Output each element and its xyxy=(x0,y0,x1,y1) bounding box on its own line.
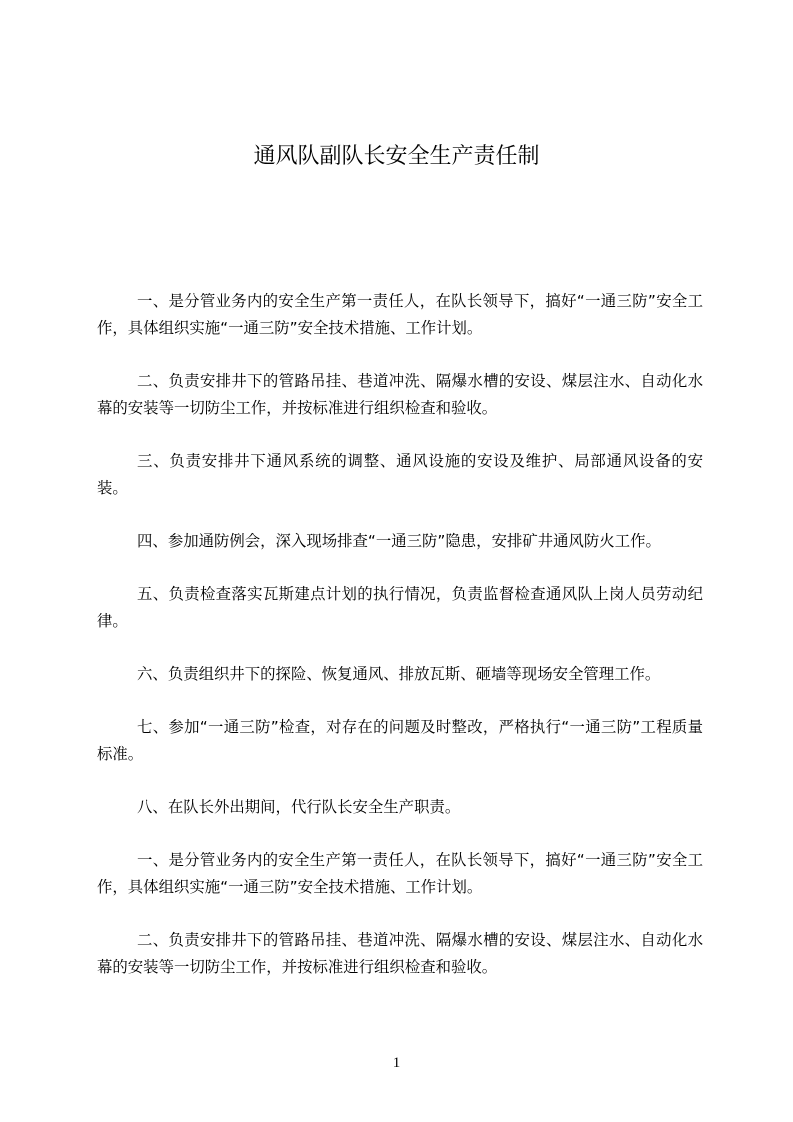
paragraph: 八、在队长外出期间，代行队长安全生产职责。 xyxy=(137,798,461,816)
document-title: 通风队副队长安全生产责任制 xyxy=(253,144,540,169)
page-number: 1 xyxy=(392,1055,401,1071)
paragraph: 六、负责组织井下的探险、恢复通风、排放瓦斯、砸墙等现场安全管理工作。 xyxy=(137,665,661,683)
paragraph: 二、负责安排井下的管路吊挂、巷道冲洗、隔爆水槽的安设、煤层注水、自动化水幕的安装等一切防尘工作，并按标准进行组织检查和验收。 xyxy=(97,931,703,976)
paragraph: 二、负责安排井下的管路吊挂、巷道冲洗、隔爆水槽的安设、煤层注水、自动化水幕的安装等一切防尘工作，并按标准进行组织检查和验收。 xyxy=(97,372,703,417)
document-body xyxy=(97,288,703,1007)
paragraph: 一、是分管业务内的安全生产第一责任人，在队长领导下，搞好“一通三防”安全工作，具体组织实施“一通三防”安全技术措施、工作计划。 xyxy=(97,292,703,337)
paragraph: 三、负责安排井下通风系统的调整、通风设施的安设及维护、局部通风设备的安装。 xyxy=(97,452,703,497)
paragraph: 四、参加通防例会，深入现场排查“一通三防”隐患，安排矿井通风防火工作。 xyxy=(137,532,661,550)
paragraph: 七、参加“一通三防”检查，对存在的问题及时整改，严格执行“一通三防”工程质量标准。 xyxy=(97,718,703,763)
paragraph: 五、负责检查落实瓦斯建点计划的执行情况，负责监督检查通风队上岗人员劳动纪律。 xyxy=(97,585,703,630)
paragraph: 一、是分管业务内的安全生产第一责任人，在队长领导下，搞好“一通三防”安全工作，具体组织实施“一通三防”安全技术措施、工作计划。 xyxy=(97,851,703,896)
